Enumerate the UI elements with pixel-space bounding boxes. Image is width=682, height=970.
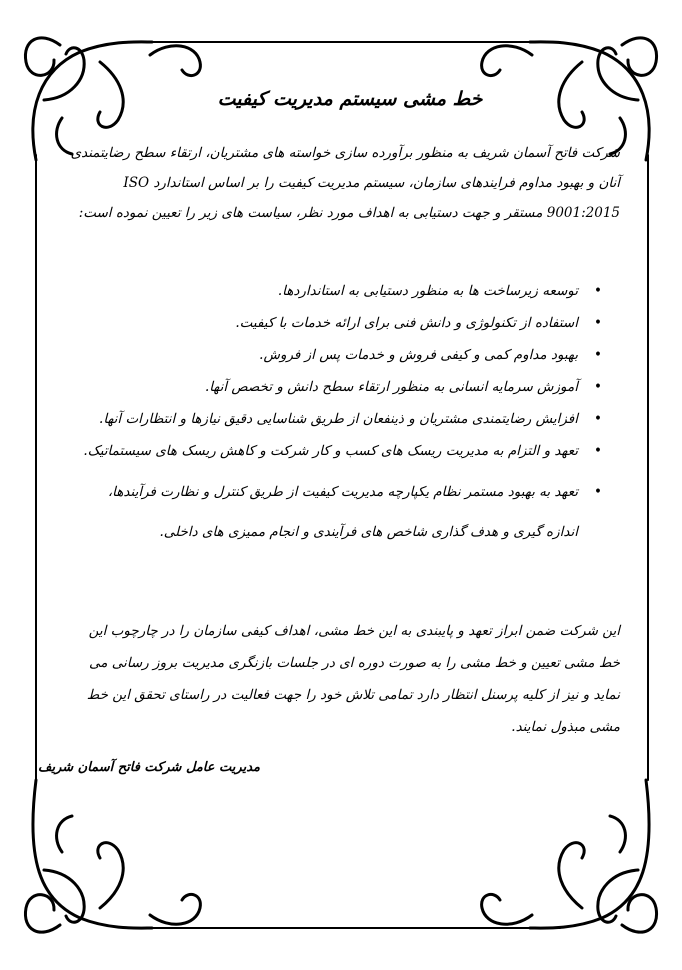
closing-paragraph: [80, 615, 620, 743]
bullet-icon: •: [594, 315, 602, 331]
closing-text: این شرکت ضمن ابراز تعهد و پایبندی به این خط مشی، اهداف کیفی سازمان را در چارچوب این خط مشی تعیین و خط مشی را به صورت دوره ای در جلسات بازنگری مدیریت بروز رسانی می نماید و نیز از کلیه پرسنل انتظار دارد تمامی تلاش خود را جهت فعالیت در راستای تحقق این خط مشی مبذول نمایند.: [86, 623, 620, 735]
list-item: • آموزش سرمایه انسانی به منظور ارتقاء سطح دانش و تخصص آنها.: [80, 376, 620, 408]
list-item: • بهبود مداوم کمی و کیفی فروش و خدمات پس از فروش.: [80, 344, 620, 376]
list-item: • تعهد و التزام به مدیریت ریسک های کسب و کار شرکت و کاهش ریسک های سیستماتیک.: [80, 440, 620, 472]
list-item: • تعهد به بهبود مستمر نظام یکپارچه مدیریت کیفیت از طریق کنترل و نظارت فرآیندها، اندازه گیری و هدف گذاری شاخص های فرآیندی و انجام ممیزی های داخلی.: [80, 472, 620, 552]
bullet-icon: •: [594, 379, 602, 395]
list-item: • افزایش رضایتمندی مشتریان و ذینفعان از طریق شناسایی دقیق نیازها و انتظارات آنها.: [80, 408, 620, 440]
list-item: • توسعه زیرساخت ها به منظور دستیابی به استانداردها.: [80, 280, 620, 312]
bullet-icon: •: [594, 484, 602, 500]
bullet-icon: •: [594, 411, 602, 427]
bullet-icon: •: [594, 283, 602, 299]
bullet-icon: •: [594, 443, 602, 459]
intro-paragraph: [70, 138, 620, 228]
bullet-icon: •: [594, 347, 602, 363]
document-body: [38, 70, 620, 910]
policy-list: [80, 280, 620, 552]
intro-text: شرکت فاتح آسمان شریف به منظور برآورده سازی خواسته های مشتریان، ارتقاء سطح رضایتمندی آنان و بهبود مداوم فرایندهای سازمان، سیستم مدیریت کیفیت را بر اساس استاندارد ISO 9001:2015 مستقر و جهت دستیابی به اهداف مورد نظر، سیاست های زیر را تعیین نموده است:: [70, 145, 620, 221]
signature-line: مدیریت عامل شرکت فاتح آسمان شریف: [38, 760, 260, 775]
document-title: خط مشی سیستم مدیریت کیفیت: [217, 88, 483, 110]
list-item: • استفاده از تکنولوژی و دانش فنی برای ارائه خدمات با کیفیت.: [80, 312, 620, 344]
